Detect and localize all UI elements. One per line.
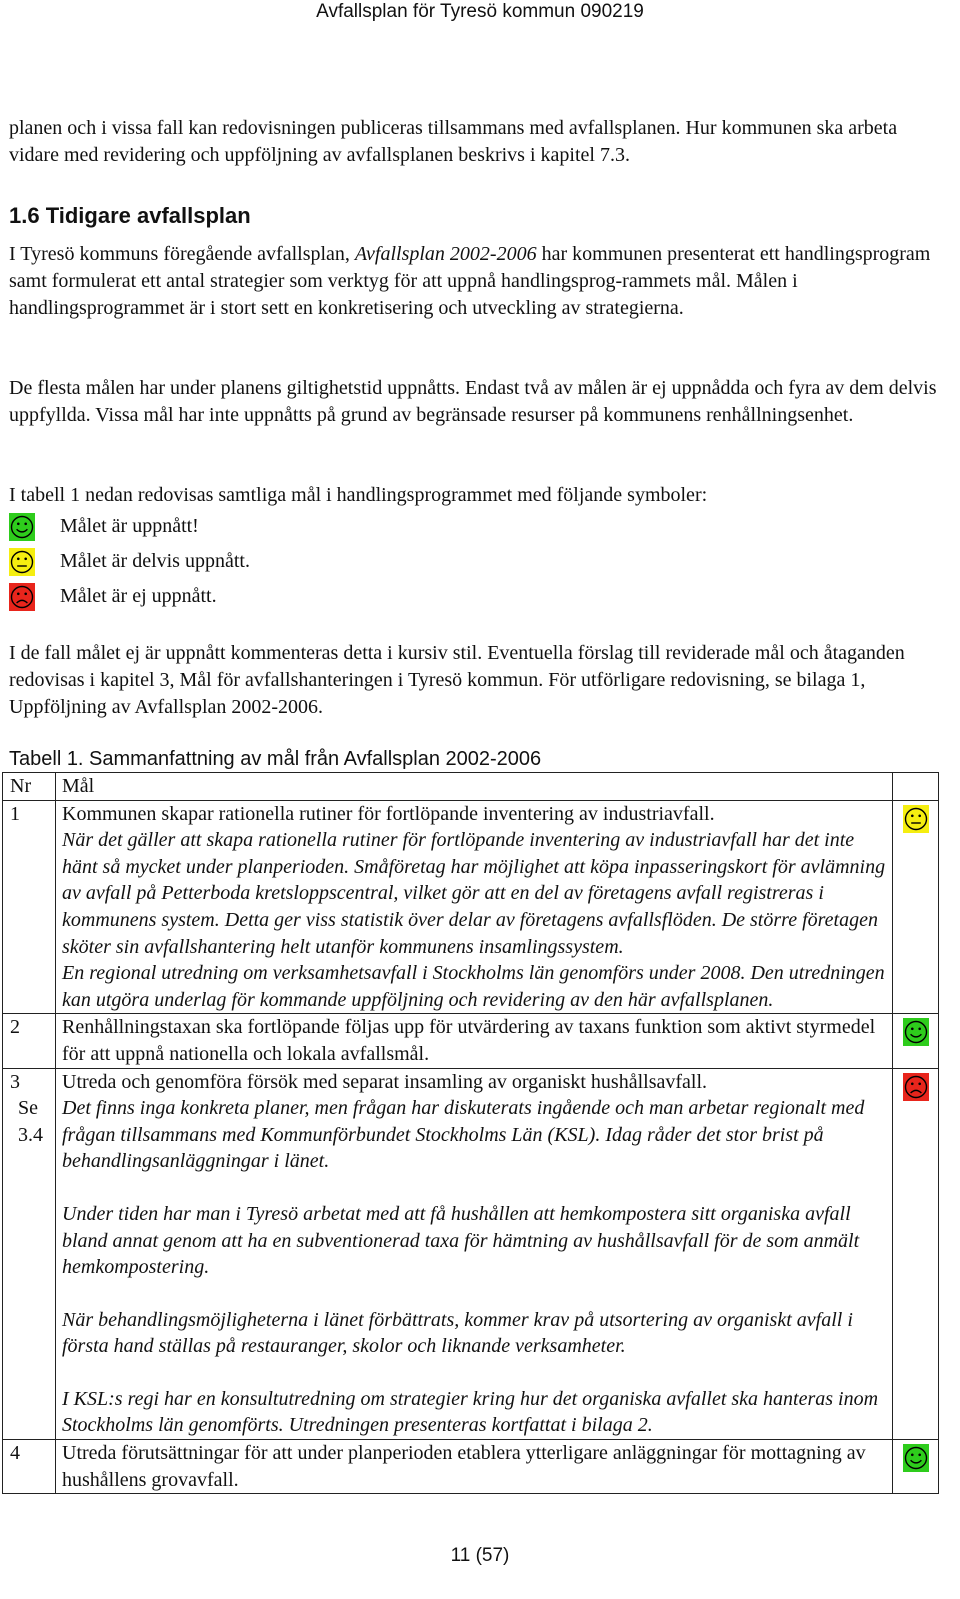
row-number: 2 [3,1014,56,1068]
symbol-legend [9,509,250,614]
paragraph-text: I Tyresö kommuns föregående avfallsplan, [9,243,355,265]
goal-comment: När det gäller att skapa rationella rutiner för fortlöpande inventering av industriavfall har det inte hänt så mycket under planperioden. Småföretag har möjlighet att köpa inpasseringskort för avlämning av avfall på Petterboda kretsloppscentral, vilket gör att en del av företagens avfall registreras i kommunens system. Detta ger viss statistik över delar av företagens avfallsflöden. De större företagen sköter sin avfallshantering helt utanför kommunens insamlingssystem. [62,829,886,958]
smiley-happy-icon [903,1444,929,1472]
goal-cell [56,1440,893,1494]
smiley-neutral-icon [903,805,929,833]
status-cell [893,1068,939,1440]
legend-achieved-label: Målet är uppnått! [60,515,199,537]
goal-comment: Det finns inga konkreta planer, men frågan har diskuterats ingående och man arbetar regionalt med frågan tillsammans med Kommunförbundet Stockholms Län (KSL). Idag råder det stor brist på behandlingsanläggningar i länet. [62,1097,865,1173]
legend-row-partial [9,544,250,579]
goal-title: Utreda och genomföra försök med separat insamling av organiskt hushållsavfall. [62,1070,708,1093]
smiley-happy-icon [9,513,35,541]
row-reference-number: 3.4 [18,1123,43,1146]
legend-row-achieved [9,509,250,544]
row-number: 1 [3,800,56,1014]
goal-cell [56,1068,893,1440]
table-header-row [3,773,939,801]
goals-status-paragraph: De flesta målen har under planens giltighetstid uppnåtts. Endast två av målen är ej uppnådda och fyra av dem delvis uppfyllda. Vissa mål har inte uppnåtts på grund av begränsade resurser på kommunens renhållningsenhet. [9,377,937,426]
goal-cell [56,800,893,1014]
table-row [3,800,939,1014]
goals-table [2,772,939,1494]
goal-cell [56,1014,893,1068]
goal-title: Kommunen skapar rationella rutiner för fortlöpande inventering av industriavfall. [62,802,715,825]
smiley-sad-icon [9,583,35,611]
paragraph-text: har kommunen presenterat ett handlingsprogram samt formulerat ett antal strategier som verktyg för att uppnå handlingsprog-rammets mål. Målen i handlingsprogrammet är i stort sett en konkretisering och utveckling av strategierna. [9,243,931,319]
plan-title-italic: Avfallsplan 2002-2006 [354,243,537,265]
row-number: 3 [10,1070,20,1093]
goal-comment: I KSL:s regi har en konsultutredning om strategier kring hur det organiska avfallet ska hanteras inom Stockholms län genomförts. Utredningen presenteras kortfattat i bilaga 2. [62,1387,879,1437]
symbols-intro-paragraph: I tabell 1 nedan redovisas samtliga mål i handlingsprogrammet med följande symboler: [9,484,708,506]
status-cell [893,1014,939,1068]
comments-paragraph: I de fall målet ej är uppnått kommenteras detta i kursiv stil. Eventuella förslag till reviderade mål och åtaganden redovisas i kapitel 3, Mål för avfallshanteringen i Tyresö kommun. För utförligare redovisning, se bilaga 1, Uppföljning av Avfallsplan 2002-2006. [9,642,905,718]
header-goal: Mål [56,773,893,801]
smiley-sad-icon [903,1073,929,1101]
legend-partial-label: Målet är delvis uppnått. [60,550,250,572]
goal-title: Utreda förutsättningar för att under planperioden etablera ytterligare anläggningar för mottagning av hushållens grovavfall. [62,1442,866,1491]
row-reference: Se [18,1097,38,1120]
goal-comment: En regional utredning om verksamhetsavfall i Stockholms län genomförs under 2008. Den utredningen kan utgöra underlag för kommande uppföljning och revidering av den här avfallsplanen. [62,962,885,1011]
previous-plan-paragraph [9,241,944,322]
page-header: Avfallsplan för Tyresö kommun 090219 [316,1,644,22]
table-row [3,1014,939,1068]
goal-comment: Under tiden har man i Tyresö arbetat med att få hushållen att hemkompostera sitt organiska avfall bland annat genom att ha en subventionerad taxa för hämtning av hushållsavfall för de som anmält hemkompostering. [62,1202,860,1279]
goal-comment: När behandlingsmöjligheterna i länet förbättrats, kommer krav på utsortering av organiskt avfall i första hand ställas på restauranger, skolor och liknande verksamheter. [62,1308,853,1358]
row-number: 4 [3,1440,56,1494]
header-nr: Nr [3,773,56,801]
table-caption: Tabell 1. Sammanfattning av mål från Avfallsplan 2002-2006 [9,748,542,770]
smiley-neutral-icon [9,548,35,576]
status-cell [893,800,939,1014]
intro-paragraph: planen och i vissa fall kan redovisningen publiceras tillsammans med avfallsplanen. Hur kommunen ska arbeta vidare med revidering och uppföljning av avfallsplanen beskrivs i kapitel 7.3. [9,117,898,166]
status-cell [893,1440,939,1494]
table-row [3,1068,939,1440]
legend-not-achieved-label: Målet är ej uppnått. [60,585,217,607]
row-number-cell [3,1068,56,1440]
page-number: 11 (57) [450,1545,510,1566]
smiley-happy-icon [903,1018,929,1046]
legend-row-not-achieved [9,579,250,614]
table-row [3,1440,939,1494]
goal-title: Renhållningstaxan ska fortlöpande följas upp för utvärdering av taxans funktion som aktivt styrmedel för att uppnå nationella och lokala avfallsmål. [62,1016,876,1065]
section-heading: 1.6 Tidigare avfallsplan [9,203,251,228]
header-status [893,773,939,801]
